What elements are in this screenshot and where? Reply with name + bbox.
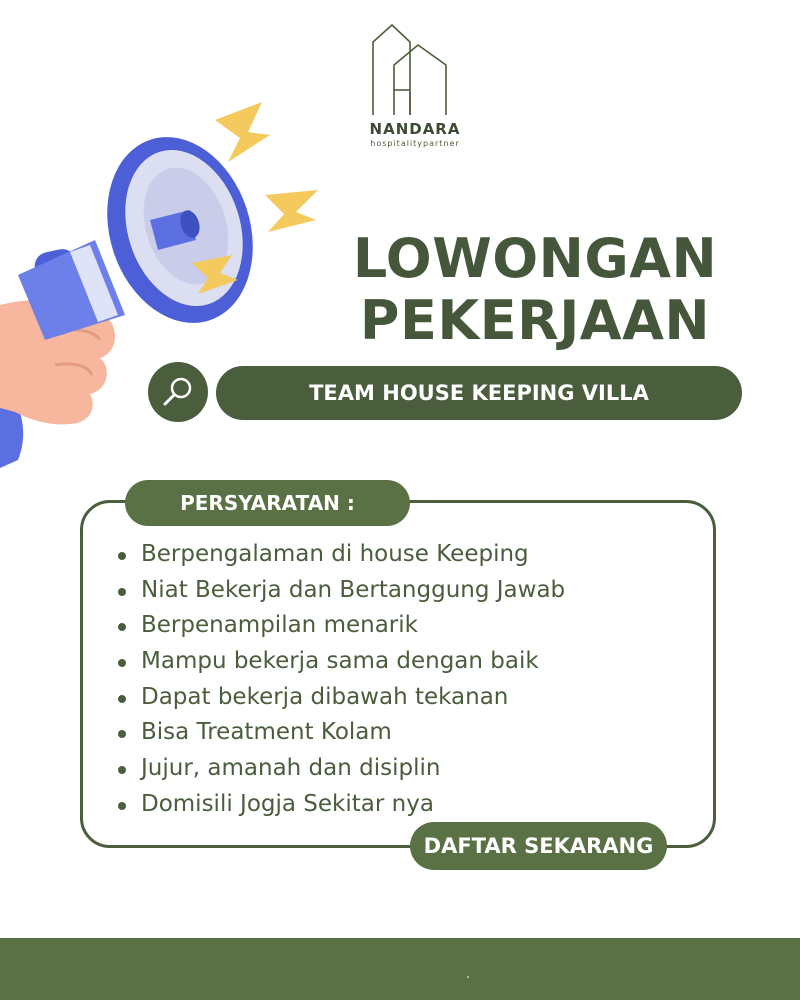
brand-logo	[360, 20, 470, 160]
list-item: Domisili Jogja Sekitar nya	[115, 787, 565, 823]
headline-line2: PEKERJAAN	[359, 289, 711, 352]
list-item: Niat Bekerja dan Bertanggung Jawab	[115, 573, 565, 609]
page-title	[330, 228, 740, 352]
list-item: Mampu bekerja sama dengan baik	[115, 644, 565, 680]
brand-name: NANDARA	[369, 120, 461, 138]
house-logo-icon	[370, 20, 460, 120]
requirements-title: PERSYARATAN :	[125, 480, 410, 526]
search-badge	[148, 362, 208, 422]
footer-dot	[467, 976, 469, 978]
list-item: Berpenampilan menarik	[115, 608, 565, 644]
list-item: Jujur, amanah dan disiplin	[115, 751, 565, 787]
headline-line1: LOWONGAN	[352, 227, 718, 290]
list-item: Dapat bekerja dibawah tekanan	[115, 680, 565, 716]
footer-band	[0, 938, 800, 1000]
position-title-pill: TEAM HOUSE KEEPING VILLA	[216, 366, 742, 420]
list-item: Berpengalaman di house Keeping	[115, 537, 565, 573]
brand-tagline: hospitalitypartner	[370, 139, 460, 148]
register-now-button[interactable]: DAFTAR SEKARANG	[410, 822, 667, 870]
search-icon	[160, 374, 196, 410]
list-item: Bisa Treatment Kolam	[115, 715, 565, 751]
requirements-list	[115, 537, 565, 823]
